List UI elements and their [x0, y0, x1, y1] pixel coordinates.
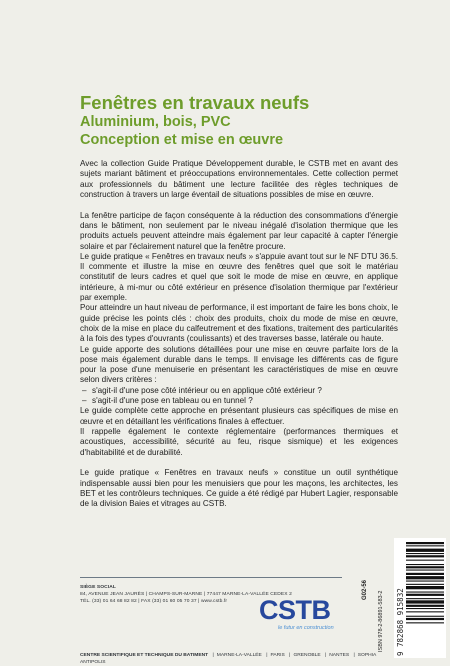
paragraph-regulation: Il rappelle également le contexte réglementaire (performances thermiques et acoustiques, accessibilité, sécurité au feu, risque sismique) et les exigences d'habitabilité et de durabilité. [80, 426, 398, 457]
city: SOPHIA ANTIPOLIS [80, 653, 376, 665]
paragraph-performance: Pour atteindre un haut niveau de performance, il est important de faire les bons choix, le guide précise les points clés : choix des produits, choix du mode de mise en œuvre, choix de la mise en place du calfeutrement et des fixations, traitement des particularités à la fois des types d'ouvrants (coulissants) et des traverses basse, latérale ou haute. [80, 303, 398, 344]
logo-wordmark: CSTB [259, 595, 331, 625]
city: NANTES [329, 653, 350, 658]
address-town: CHAMPS-SUR-MARNE [148, 592, 203, 597]
paragraph-dtu: Le guide pratique « Fenêtres en travaux neufs » s'appuie avant tout sur le NF DTU 36.5. Il commente et illustre la mise en œuvre des fenêtres quel que soit le matériau constitutif de leurs cadres et quel que soit le mode de mise en œuvre, en applique intérieure, à mi-mur ou côté extérieur en présence d'isolation thermique par l'extérieur par exemple. [80, 251, 398, 303]
list-item: – s'agit-il d'une pose en tableau ou en tunnel ? [92, 396, 398, 406]
barcode-bar [406, 592, 444, 593]
isbn-label-wrap [376, 540, 394, 655]
fax-number: FAX (33) 01 60 05 70 37 [141, 599, 197, 604]
barcode-bar [406, 542, 444, 544]
cstb-logo [256, 595, 334, 640]
paragraph-window-role: La fenêtre participe de façon conséquente à la réduction des consommations d'énergie dans le bâtiment, non seulement par le niveau inégalé d'isolation thermique que les produits actuels peuvent atteindre mais également par leur capacité à capter l'énergie solaire et par l'éclairement naturel que la fenêtre procure. [80, 210, 398, 251]
city: MARNE-LA-VALLÉE [216, 653, 262, 658]
phone-number: TÉL. (33) 01 64 68 82 82 [80, 599, 137, 604]
organization-name: CENTRE SCIENTIFIQUE ET TECHNIQUE DU BATIMENT [80, 653, 209, 658]
paragraph-collection: Avec la collection Guide Pratique Développement durable, le CSTB met en avant des sujets mariant bâtiment et préoccupations environnementales. Cette collection permet aux professionnels du bâtiment une lecture facilitée des règles techniques de construction à travers un large éventail de situations possibles de mise en œuvre. [80, 159, 398, 199]
barcode-bar [406, 600, 444, 603]
barcode-bar [406, 594, 444, 596]
website: www.cstb.fr [200, 599, 228, 604]
barcode-digits: 9 782868 915832 [396, 588, 405, 656]
barcode-bar [406, 622, 444, 623]
barcode-bar [406, 576, 444, 579]
book-subtitle-topic: Conception et mise en œuvre [80, 132, 284, 148]
list-item: – s'agit-il d'une pose côté intérieur ou en applique côté extérieur ? [92, 386, 398, 396]
address-line: 84, AVENUE JEAN JAURÈS | CHAMPS-SUR-MARNE | 77447 MARNE-LA-VALLÉE CEDEX 2 [80, 592, 292, 597]
barcode-bar [406, 598, 444, 599]
barcode-bar [406, 549, 444, 552]
city: GRENOBLE [293, 653, 321, 658]
paragraph-solutions: Le guide apporte des solutions détaillées pour une mise en œuvre parfaite lors de la pose mais également durable dans le temps. Il envisage les différents cas de figure pour la pose d'une menuiserie en présentant les caractéristiques de mise en œuvre selon divers critères : [80, 344, 398, 385]
barcode-bar [406, 555, 444, 557]
barcode-bar [406, 586, 444, 589]
barcode-bar [406, 618, 444, 620]
title-block [80, 92, 410, 149]
barcode-bar [406, 573, 444, 575]
barcode-bar [406, 553, 444, 554]
contact-line: TÉL. (33) 01 64 68 82 82 | FAX (33) 01 60 05 70 37 | www.cstb.fr [80, 599, 228, 604]
barcode-bar [406, 611, 444, 612]
footer-divider [80, 577, 342, 578]
barcode-bar [406, 608, 444, 609]
barcode [394, 538, 446, 658]
description [80, 159, 398, 510]
product-code: G02-56 [362, 579, 368, 600]
barcode-bar [406, 545, 444, 546]
criteria-list [80, 386, 398, 407]
address-postal: 77447 MARNE-LA-VALLÉE CEDEX 2 [206, 592, 292, 597]
barcode-bar [406, 605, 444, 607]
paragraph-specific-cases: Le guide complète cette approche en présentant plusieurs cas spécifiques de mise en œuvre et en détaillant les vérifications finales à effectuer. [80, 406, 398, 426]
logo-tagline: le futur en construction [278, 625, 334, 631]
barcode-bar [406, 581, 444, 582]
barcode-bar [406, 616, 444, 617]
barcode-bar [406, 564, 444, 565]
city: PARIS [270, 653, 285, 658]
organization-line: CENTRE SCIENTIFIQUE ET TECHNIQUE DU BATIMENT | MARNE-LA-VALLÉE | PARIS | GRENOBLE | NANTES | SOPHIA ANTIPOLIS [80, 653, 376, 665]
barcode-bar [406, 584, 444, 585]
book-title: Fenêtres en travaux neufs [80, 92, 310, 113]
barcode-bar [406, 560, 444, 561]
paragraph-audience: Le guide pratique « Fenêtres en travaux neufs » constitue un outil synthétique indispensable aussi bien pour les menuisiers que pour les maçons, les architectes, les BET et les contrôleurs techniques. Ce guide a été rédigé par Hubert Lagier, responsable de la division Baies et vitrages au CSTB. [80, 468, 398, 509]
isbn-label: ISBN 978-2-86891-583-2 [378, 590, 384, 652]
address-street: 84, AVENUE JEAN JAURÈS [80, 592, 145, 597]
head-office-label: SIÈGE SOCIAL [80, 585, 116, 590]
book-subtitle-materials: Aluminium, bois, PVC [80, 114, 231, 130]
barcode-bar [406, 566, 444, 568]
barcode-bar [406, 570, 444, 571]
